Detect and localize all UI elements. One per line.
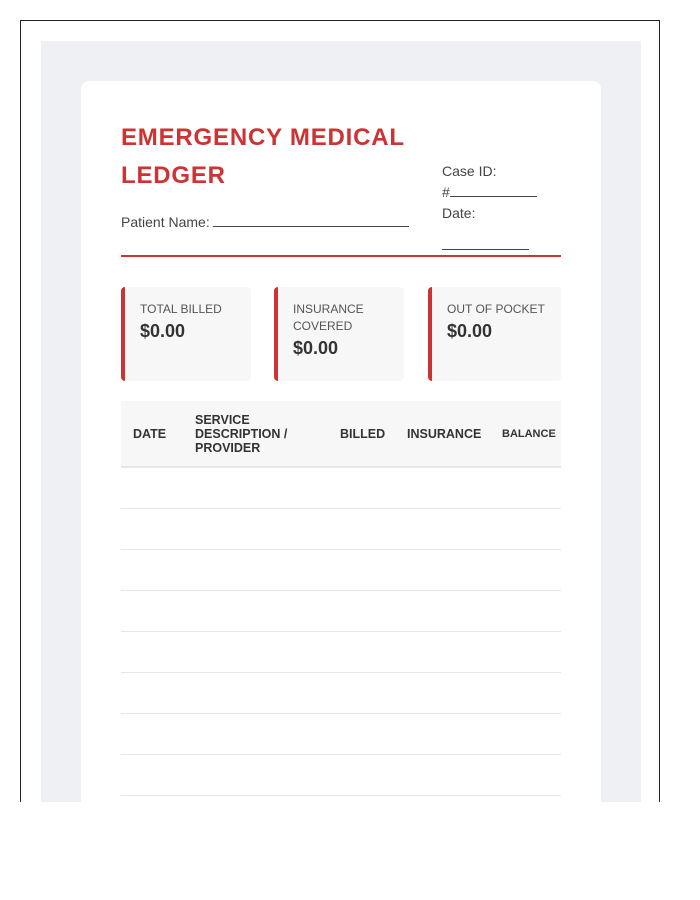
column-header-billed: BILLED [340,426,386,441]
cell-date[interactable] [121,591,183,632]
cell-service[interactable] [183,755,328,796]
insurance-covered-value: $0.00 [293,338,339,358]
cell-balance[interactable] [490,755,561,796]
out-of-pocket-label: OUT OF POCKET [447,302,545,316]
cell-date[interactable] [121,673,183,714]
case-id-field[interactable] [442,182,552,203]
cell-billed[interactable] [328,755,395,796]
cell-service[interactable] [183,509,328,550]
ledger-title: EMERGENCY MEDICAL LEDGER [121,124,405,189]
cell-insurance[interactable] [395,673,490,714]
column-header-insurance: INSURANCE [407,426,482,441]
ledger-table [121,401,561,796]
cell-insurance[interactable] [395,714,490,755]
case-id-label: Case ID: [442,163,497,179]
cell-date[interactable] [121,714,183,755]
cell-service[interactable] [183,550,328,591]
cell-service[interactable] [183,673,328,714]
patient-name-blank[interactable] [213,212,409,227]
cell-insurance[interactable] [395,632,490,673]
cell-balance[interactable] [490,632,561,673]
case-meta [442,161,552,256]
cell-balance[interactable] [490,550,561,591]
cell-billed[interactable] [328,467,395,509]
insurance-covered-label: INSURANCE COVERED [293,302,364,333]
table-row [121,632,561,673]
cell-date[interactable] [121,550,183,591]
cell-billed[interactable] [328,632,395,673]
patient-name-field[interactable] [121,212,409,230]
table-row [121,509,561,550]
cell-service[interactable] [183,591,328,632]
column-header-date: DATE [133,426,167,441]
header-divider [121,255,561,257]
cell-balance[interactable] [490,509,561,550]
case-id-blank[interactable] [450,183,537,197]
cell-date[interactable] [121,509,183,550]
out-of-pocket-value: $0.00 [447,321,493,341]
cell-insurance[interactable] [395,550,490,591]
cell-service[interactable] [183,632,328,673]
cell-date[interactable] [121,632,183,673]
total-billed-label: TOTAL BILLED [140,302,222,316]
cell-balance[interactable] [490,673,561,714]
cell-billed[interactable] [328,591,395,632]
cell-billed[interactable] [328,550,395,591]
cell-insurance[interactable] [395,591,490,632]
total-billed-card [121,287,251,381]
table-row [121,714,561,755]
out-of-pocket-card [428,287,561,381]
cell-insurance[interactable] [395,755,490,796]
date-label: Date: [442,205,476,221]
cell-date[interactable] [121,467,183,509]
table-row [121,755,561,796]
ledger-card [81,81,601,802]
cell-billed[interactable] [328,714,395,755]
case-id-prefix: # [442,184,450,200]
cell-service[interactable] [183,714,328,755]
cell-date[interactable] [121,755,183,796]
table-row [121,550,561,591]
column-header-balance: BALANCE [502,427,556,440]
table-row [121,673,561,714]
cell-balance[interactable] [490,591,561,632]
cell-billed[interactable] [328,509,395,550]
cell-balance[interactable] [490,714,561,755]
cell-balance[interactable] [490,467,561,509]
date-blank[interactable] [442,236,529,250]
ledger-header-row [121,401,561,467]
column-header-service: SERVICE DESCRIPTION / PROVIDER [195,412,288,455]
table-row [121,591,561,632]
insurance-covered-card [274,287,404,381]
cell-service[interactable] [183,467,328,509]
cell-insurance[interactable] [395,509,490,550]
patient-name-label: Patient Name: [121,214,210,230]
cell-billed[interactable] [328,673,395,714]
ledger-body [121,467,561,796]
table-row [121,467,561,509]
total-billed-value: $0.00 [140,321,186,341]
cell-insurance[interactable] [395,467,490,509]
